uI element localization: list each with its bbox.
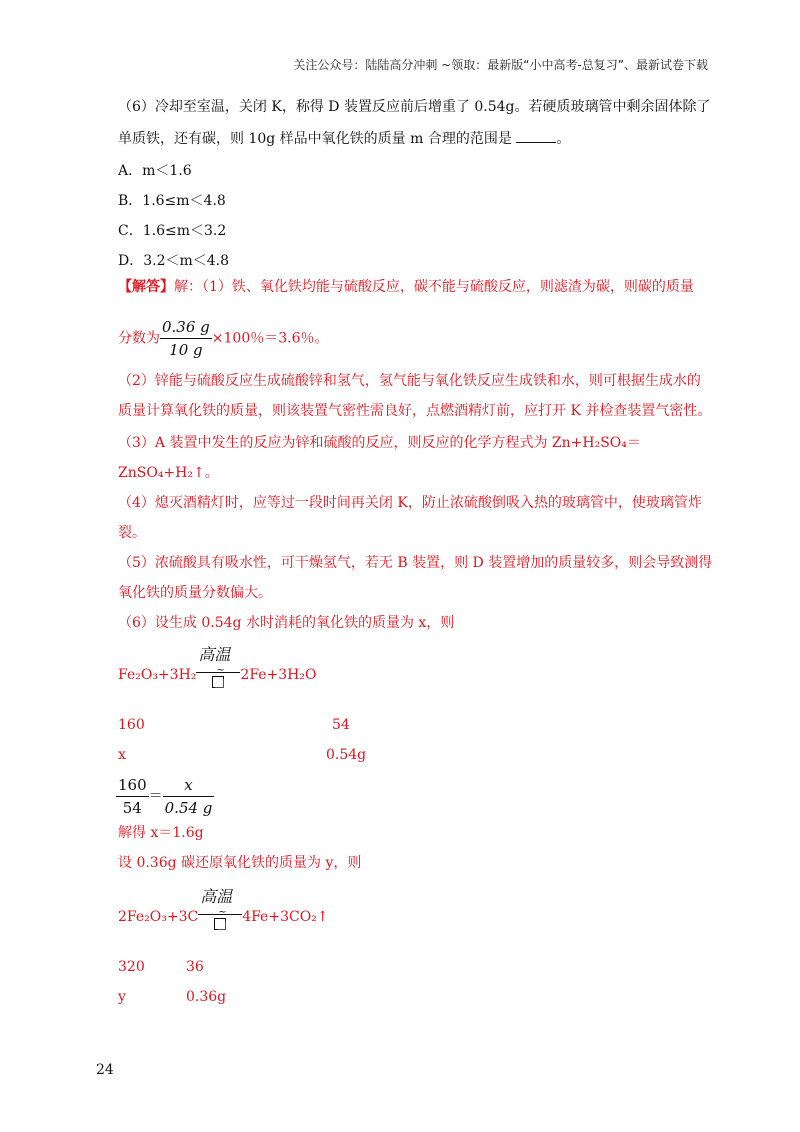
answer-p2b: 质量计算氧化铁的质量，则该装置气密性需良好，点燃酒精灯前，应打开 K 并检查装置气密性。: [118, 403, 712, 419]
question6-line2: [118, 128, 570, 150]
answer-p6: （6）设生成 0.54g 水时消耗的氧化铁的质量为 x，则: [118, 615, 455, 631]
high-temp-condition: [196, 645, 240, 686]
eq1-r1-a: 160: [118, 717, 145, 733]
eq1-r2-a: x: [118, 747, 126, 763]
question6-line2-text: 单质铁，还有碳，则 10g 样品中氧化铁的质量 m 合理的范围是: [118, 131, 512, 147]
question6-line2-end: 。: [556, 131, 571, 147]
answer-p1-text: 解：（1）铁、氧化铁均能与硫酸反应，碳不能与硫酸反应，则滤渣为碳，则碳的质量: [174, 279, 694, 295]
answer-p7: 设 0.36g 碳还原氧化铁的质量为 y，则: [118, 855, 362, 871]
answer-p1b: [118, 316, 329, 361]
equation-2: [118, 887, 329, 928]
answer-p1: [118, 276, 694, 298]
question6-line1: （6）冷却至室温，关闭 K，称得 D 装置反应前后增重了 0.54g。若硬质玻璃管中剩余固体除了: [118, 99, 711, 115]
prop-equals: ＝: [148, 788, 163, 805]
eq2-r2-a: y: [118, 989, 126, 1005]
eq1-right: 2Fe+3H₂O: [240, 667, 317, 683]
answer-blank: [516, 130, 556, 143]
answer-label: 【解答】: [118, 279, 174, 295]
answer-p1b-prefix: 分数为: [118, 330, 160, 347]
option-b: B．1.6≤m＜4.8: [118, 193, 226, 209]
placeholder-box-icon-2: [214, 918, 226, 930]
prop-den-left: 54: [122, 799, 142, 817]
tilde-mark-2: ~: [218, 907, 227, 918]
eq2-left: 2Fe₂O₃+3C: [118, 909, 199, 925]
fraction-numerator: 0.36 g: [160, 316, 212, 339]
answer-p4a: （4）熄灭酒精灯时，应等过一段时间再关闭 K，防止浓硫酸倒吸入热的玻璃管中，使玻璃管炸: [118, 495, 702, 511]
condition-label: 高温: [198, 645, 231, 664]
answer-p3a: （3）A 装置中发生的反应为锌和硫酸的反应，则反应的化学方程式为 Zn+H₂SO₄＝: [118, 435, 641, 451]
placeholder-box-icon: [212, 676, 224, 688]
prop-den-right: 0.54 g: [164, 799, 213, 817]
solve-x: 解得 x＝1.6g: [118, 825, 204, 841]
eq2-r1-a: 320: [118, 959, 145, 975]
answer-p4b: 裂。: [118, 525, 146, 541]
proportion: [116, 774, 214, 819]
answer-p2a: （2）锌能与硫酸反应生成硫酸锌和氢气，氢气能与氧化铁反应生成铁和水，则可根据生成水的: [118, 373, 701, 389]
option-c: C．1.6≤m＜3.2: [118, 223, 227, 239]
carbon-fraction: [160, 316, 212, 361]
proportion-left: [116, 774, 149, 819]
eq2-r2-b: 0.36g: [186, 989, 227, 1005]
proportion-right: [163, 774, 215, 819]
answer-p1b-suffix: ×100％＝3.6％。: [211, 330, 329, 347]
reaction-line-2: [198, 914, 242, 915]
eq1-r1-b: 54: [332, 717, 350, 733]
prop-num-left: 160: [116, 774, 149, 797]
answer-p5a: （5）浓硫酸具有吸水性，可干燥氢气，若无 B 装置，则 D 装置增加的质量较多，则会导致测得: [118, 555, 713, 571]
answer-p5b: 氧化铁的质量分数偏大。: [118, 585, 272, 601]
page-header: 关注公众号：陆陆高分冲刺 ~领取：最新版“小中高考-总复习”、最新试卷下载: [293, 58, 708, 72]
eq1-r2-b: 0.54g: [326, 747, 367, 763]
fraction-denominator: 10 g: [169, 341, 203, 359]
high-temp-condition-2: [198, 887, 242, 928]
equation-1: [118, 645, 317, 686]
answer-p3b: ZnSO₄+H₂↑。: [118, 465, 219, 481]
eq2-right: 4Fe+3CO₂↑: [242, 909, 329, 925]
eq2-r1-b: 36: [186, 959, 204, 975]
condition-label-2: 高温: [200, 887, 233, 906]
option-d: D．3.2＜m＜4.8: [118, 253, 230, 269]
eq1-left: Fe₂O₃+3H₂: [118, 667, 197, 683]
page-number: 24: [96, 1062, 114, 1078]
reaction-line: [196, 672, 240, 673]
option-a: A．m＜1.6: [118, 163, 192, 179]
prop-num-right: x: [163, 774, 215, 797]
tilde-mark: ~: [216, 665, 225, 676]
